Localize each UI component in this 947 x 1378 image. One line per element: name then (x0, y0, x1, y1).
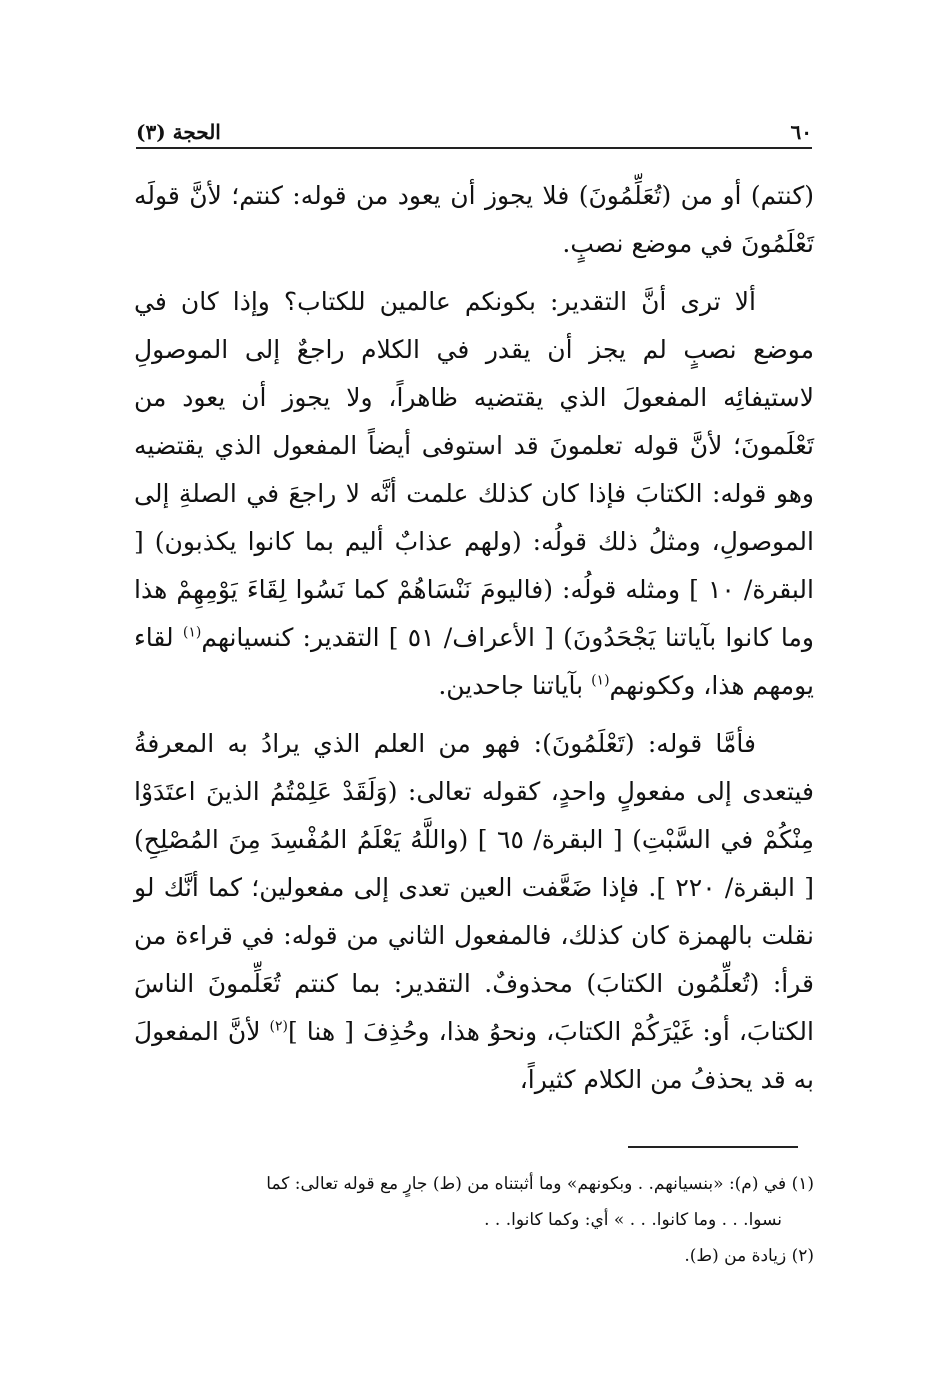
paragraph-2-tail-a: لقاء يومهم هذا، وككونهم (134, 623, 814, 700)
paragraph-1 (134, 172, 814, 268)
page-number: ٦٠ (790, 120, 812, 144)
header-divider (136, 147, 812, 149)
paragraph-2-text: ألا ترى أنَّ التقدير: بكونكم عالمين للكتاب؟ وإذا كان في موضع نصبٍ لم يجز أن يقدر في الكلام راجعٌ إلى الموصولِ لاستيفائِه المفعولَ الذي يقتضيه ظاهراً، ولا يجوز أن يعود من تَعْلَمونَ؛ لأنَّ قوله تعلمونَ قد استوفى أيضاً المفعول الذي يقتضيه وهو قوله: الكتابَ فإذا كان كذلك علمت أنَّه لا راجعَ في الصلةِ إلى الموصولِ، ومثلُ ذلك قولُه: (ولهم عذابٌ أليم بما كانوا يكذبون) [ البقرة/ ١٠ ] ومثله قولُه: (فاليومَ نَنْسَاهُمْ كما نَسُوا لِقَاءَ يَوْمِهِمْ هذا وما كانوا بآياتنا يَجْحَدُونَ) [ الأعراف/ ٥١ ] التقدير: كنسيانهم (134, 287, 814, 652)
footnote-2-marker: (٢) (791, 1246, 814, 1266)
paragraph-1-text: (كنتم) أو من (تُعَلِّمُونَ) فلا يجوز أن يعود من قوله: كنتم؛ لأنَّ قولَه تَعْلَمُونَ في موضع نصبٍ. (134, 181, 814, 258)
footnote-2 (134, 1238, 814, 1274)
footnote-ref-1: (١) (182, 624, 202, 641)
footnote-divider (628, 1146, 798, 1148)
footnote-ref-2: (٢) (269, 1018, 288, 1035)
running-title: الحجة (٣) (136, 120, 221, 144)
main-text (134, 172, 814, 1104)
footnote-1-line1: في (م): «بنسيانهم. . وبكونهم» وما أثبتناه من (ط) جارٍ مع قوله تعالى: كما (266, 1174, 787, 1194)
footnote-2-line1: زيادة من (ط). (684, 1246, 787, 1266)
footnote-1 (134, 1166, 814, 1238)
paragraph-2-tail-b: بآياتنا جاحدين. (438, 671, 592, 700)
paragraph-3 (134, 720, 814, 1104)
footnote-1-marker: (١) (791, 1174, 814, 1194)
footnote-ref-1b: (١) (591, 672, 610, 689)
paragraph-2 (134, 278, 814, 710)
page-header (136, 110, 812, 144)
footnotes (134, 1166, 814, 1274)
paragraph-3-text: فأمَّا قوله: (تَعْلَمُونَ): فهو من العلم الذي يرادُ به المعرفةُ فيتعدى إلى مفعولٍ واحدٍ، كقوله تعالى: (وَلَقَدْ عَلِمْتُمُ الذينَ اعتَدَوْا مِنْكُمْ في السَّبْتِ) [ البقرة/ ٦٥ ] (واللَّهُ يَعْلَمُ المُفْسِدَ مِنَ المُصْلِحِ) [ البقرة/ ٢٢٠ ]. فإذا ضَعَّفت العين تعدى إلى مفعولين؛ كما أنَّك لو نقلت بالهمزة كان كذلك، فالمفعول الثاني من قوله: في قراءة من قرأ: (تُعلِّمُون الكتابَ) محذوفٌ. التقدير: بما كنتم تُعَلِّمونَ الناسَ الكتابَ، أو: غَيْرَكُمْ الكتابَ، ونحوُ هذا، وحُذِفَ [ هنا ] (134, 729, 815, 1046)
paragraph-3-tail: لأنَّ المفعولَ به قد يحذفُ من الكلام كثيراً، (134, 1017, 814, 1094)
footnote-1-line2: نسوا. . . وما كانوا. . . » أي: وكما كانوا. . . (484, 1210, 782, 1230)
